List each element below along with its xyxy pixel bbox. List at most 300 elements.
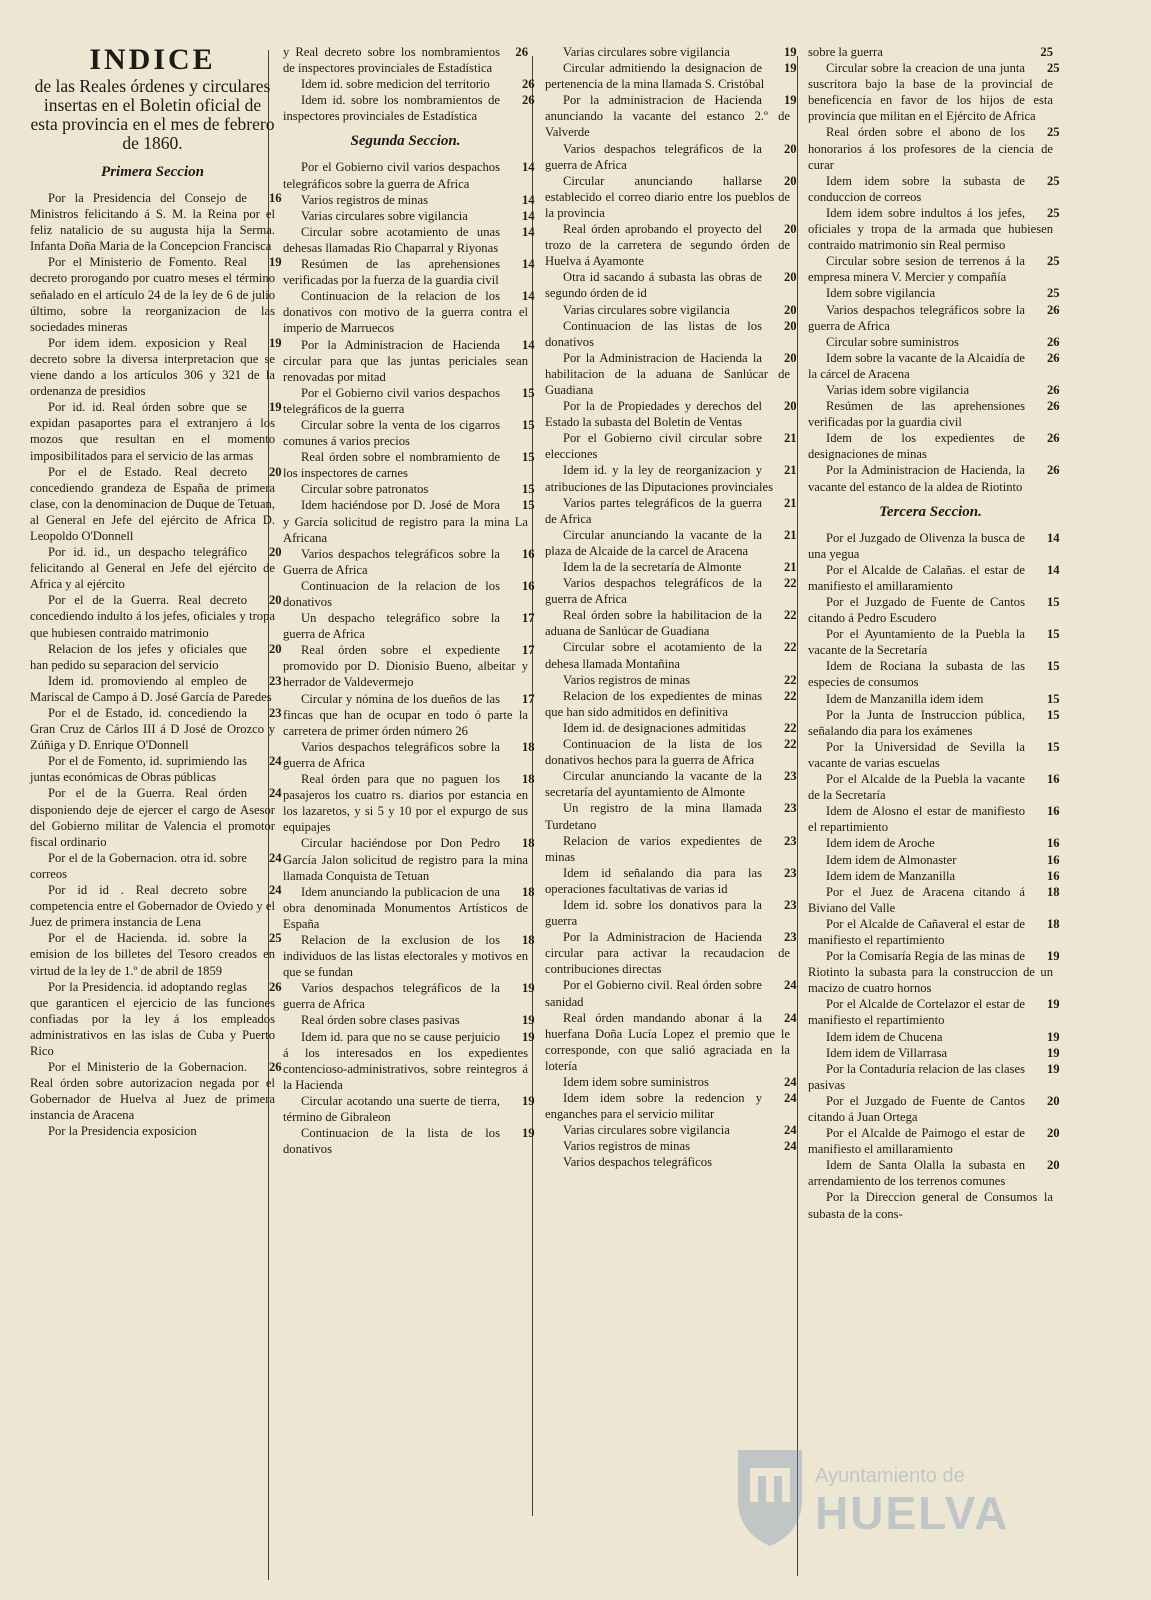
entry-text: Circular sobre el acotamiento de la dehesa llamada Montañina [545, 640, 762, 671]
entry-text: Real órden sobre la habilitacion de la aduana de Sanlúcar de Guadiana [545, 608, 762, 639]
index-entry [545, 1074, 797, 1090]
entry-list [30, 190, 282, 1140]
entry-text: Por el Alcalde de Calañas. el estar de manifiesto el amillaramiento [808, 562, 1025, 593]
page-number: 26 [1047, 399, 1060, 414]
index-entry [808, 398, 1060, 430]
page-number: 15 [1047, 691, 1060, 706]
index-entry [30, 641, 282, 673]
entry-text: Por el de la Guerra. Real decreto concediendo indulto á los jefes, oficiales y tropa que hubiesen contraido matrimonio [30, 593, 275, 640]
page-number: 15 [522, 450, 535, 465]
entry-text: Por la Direccion general de Consumos la subasta de la cons- [808, 1190, 1053, 1221]
page-number: 19 [784, 93, 797, 108]
entry-text: Idem idem de Chucena [826, 1029, 943, 1044]
index-entry [283, 208, 535, 224]
index-entry [808, 771, 1060, 803]
index-entry [808, 124, 1060, 172]
index-entry [808, 996, 1060, 1028]
entry-text: Por el de Fomento, id. suprimiendo las juntas económicas de Obras públicas [30, 754, 247, 785]
entry-text: Por la Administracion de Hacienda circular para que las juntas periciales sean renovadas por mitad [283, 337, 528, 384]
page-number: 26 [269, 1060, 282, 1075]
entry-text: Por la Presidencia del Consejo de Ministros felicitando á S. M. la Reina por el feliz natalicio de su augusta hija la Serma. Infanta Doña Maria de la Concepcion Francisca [30, 191, 275, 254]
entry-text: Por la Presidencia. id adoptando reglas que garanticen el ejercicio de las funciones confiadas por la ley á los empleados administrativos en las islas de Cuba y Puerto Rico [30, 979, 275, 1058]
section-heading-segunda: Segunda Seccion. [350, 133, 461, 150]
entry-text: Relacion de los expedientes de minas que han sido admitidos en definitiva [545, 688, 762, 719]
index-entry [545, 768, 797, 800]
page-number: 26 [1047, 382, 1060, 397]
page-number: 24 [269, 754, 282, 769]
entry-text: Idem de Manzanilla idem idem [826, 691, 984, 706]
page-number: 18 [522, 739, 535, 754]
page-number: 18 [522, 932, 535, 947]
index-entry [545, 977, 797, 1009]
index-entry [808, 691, 1060, 707]
page-number: 26 [1047, 350, 1060, 365]
entry-text: Idem idem de Aroche [826, 836, 935, 851]
index-entry [545, 44, 797, 60]
page-number: 22 [784, 688, 797, 703]
page-number: 23 [269, 673, 282, 688]
entry-text: Idem idem sobre la redencion y enganches para el servicio militar [545, 1091, 762, 1122]
index-entry [283, 739, 535, 771]
index-entry [545, 800, 797, 832]
entry-text: Idem idem de Almonaster [826, 852, 957, 867]
entry-text: Por el Gobierno civil varios despachos telegráficos de la guerra [283, 385, 500, 416]
page-number: 18 [1047, 884, 1060, 899]
index-entry [283, 642, 535, 690]
index-entry [545, 398, 797, 430]
page-number: 25 [269, 931, 282, 946]
entry-text: Idem id. sobre los donativos para la guerra [545, 897, 762, 929]
page-number: 14 [522, 192, 535, 207]
page-number: 15 [1047, 627, 1060, 642]
entry-text: Por la Administracion de Hacienda la habilitacion de la aduana de Sanlúcar de Guadiana [545, 350, 790, 397]
index-entry [545, 720, 797, 736]
page-number: 16 [269, 191, 282, 205]
page-number: 24 [269, 883, 282, 898]
entry-text: Por el Juzgado de Fuente de Cantos citando á Pedro Escudero [808, 595, 1025, 626]
city-shield-icon [730, 1440, 810, 1550]
index-entry [545, 430, 797, 462]
entry-text: Circular sobre sesion de terrenos á la empresa minera V. Mercier y compañía [808, 254, 1025, 285]
entry-text: Real órden sobre clases pasivas [301, 1013, 460, 1028]
index-entry [808, 302, 1060, 334]
entry-text: Idem idem sobre la subasta de conduccion de correos [808, 173, 1025, 204]
entry-text: Idem idem de Villarrasa [826, 1045, 948, 1060]
index-entry [545, 688, 797, 720]
entry-text: Varias idem sobre vigilancia [826, 382, 970, 397]
page-number: 20 [269, 545, 282, 560]
entry-text: Por el de Estado, id. concediendo la Gran Cruz de Cárlos III á D José de Orozco y Zúñiga y D. Enrique O'Donnell [30, 706, 275, 753]
entry-text: Varias circulares sobre vigilancia [563, 302, 730, 317]
index-entry [545, 1122, 797, 1138]
page-number: 19 [269, 400, 282, 415]
index-entry [808, 1189, 1053, 1221]
entry-text: Varios partes telegráficos de la guerra de Africa [545, 495, 762, 526]
page-number: 23 [784, 930, 797, 945]
index-entry [283, 610, 535, 642]
index-entry [545, 302, 797, 318]
entry-text: Por id. id., un despacho telegráfico felicitando al General en Jefe del ejército de Africa y al ejército [30, 545, 275, 592]
page-number: 15 [1047, 707, 1060, 722]
entry-text: Por el Ministerio de la Gobernacion. Real órden sobre autorizacion negada por el Gobernador de Huelva al Juez de primera instancia de Aracena [30, 1060, 275, 1123]
page-number: 19 [1047, 949, 1060, 964]
page-number: 24 [269, 850, 282, 865]
index-entry [808, 173, 1060, 205]
page-number: 15 [522, 385, 535, 400]
index-entry [545, 575, 797, 607]
index-entry [545, 173, 797, 221]
index-entry [808, 334, 1060, 350]
entry-text: y Real decreto sobre los nombramientos de inspectores provinciales de Estadística [283, 45, 500, 76]
page-number: 14 [522, 160, 535, 175]
entry-text: Por el Juzgado de Olivenza la busca de una yegua [808, 530, 1025, 561]
index-entry [808, 430, 1060, 462]
entry-text: Idem haciéndose por D. José de Mora y García solicitud de registro para la mina La Africana [283, 498, 528, 545]
index-entry [808, 594, 1060, 626]
page-number: 14 [522, 289, 535, 304]
page-number: 20 [784, 173, 797, 188]
page-number: 14 [1047, 530, 1060, 545]
index-entry [808, 707, 1060, 739]
index-entry [283, 884, 535, 932]
index-entry [283, 44, 528, 76]
index-entry [808, 44, 1053, 60]
page-number: 25 [1047, 254, 1060, 269]
entry-text: Circular sobre la venta de los cigarros comunes á varios precios [283, 417, 500, 449]
entry-text: Por idem idem. exposicion y Real decreto sobre la diversa interpretacion que se viene dando a los artículos 306 y 321 de la ordenanza de presidios [30, 335, 275, 399]
page-number: 19 [269, 255, 282, 270]
entry-text: Por la Administracion de Hacienda, la vacante del estanco de la aldea de Riotinto [808, 463, 1025, 494]
page-number: 19 [1047, 997, 1060, 1012]
column-3 [545, 44, 797, 1171]
entry-text: Por el Alcalde de Paimogo el estar de manifiesto el amillaramiento [808, 1126, 1025, 1157]
index-entry [808, 1157, 1060, 1189]
index-entry [808, 626, 1060, 658]
index-entry [30, 1123, 275, 1139]
entry-text: Por el Alcalde de Cortelazor el estar de manifiesto el repartimiento [808, 997, 1025, 1028]
page-number: 24 [784, 1010, 797, 1025]
entry-text: Relacion de varios expedientes de minas [545, 833, 762, 864]
entry-text: Idem id. y la ley de reorganizacion y atribuciones de las Diputaciones provinciales [545, 463, 774, 494]
page-number: 20 [269, 464, 282, 479]
page-number: 25 [1047, 61, 1060, 76]
page-number: 16 [1047, 804, 1060, 819]
entry-text: Real órden aprobando el proyecto del trozo de la carretera de segundo órden de Huelva á Ayamonte [545, 222, 790, 269]
page-number: 17 [522, 643, 535, 658]
index-entry [545, 318, 797, 350]
index-entry [545, 141, 797, 173]
page-number: 23 [269, 706, 282, 720]
index-entry [30, 785, 282, 849]
entry-text: Idem de Santa Olalla la subasta en arrendamiento de los terrenos comunes [808, 1158, 1025, 1189]
page-number: 19 [269, 335, 282, 350]
index-entry [808, 205, 1060, 253]
entry-text: Idem id. sobre los nombramientos de inspectores provinciales de Estadística [283, 93, 500, 124]
page-number: 19 [522, 1013, 535, 1028]
page-number: 16 [1047, 852, 1060, 867]
index-entry [808, 382, 1060, 398]
entry-text: Varios despachos telegráficos de la guerra de Africa [283, 981, 500, 1012]
column-4 [808, 44, 1060, 1222]
entry-text: Por el Ayuntamiento de la Puebla la vacante de la Secretaría [808, 627, 1025, 658]
entry-text: Continuacion de la relacion de los donativos [283, 578, 500, 609]
index-entry [808, 1061, 1060, 1093]
index-entry [808, 1029, 1060, 1045]
index-entry [808, 884, 1060, 916]
index-entry [30, 705, 282, 753]
page-number: 17 [522, 611, 535, 626]
page-number: 26 [1047, 431, 1060, 446]
page-number: 14 [522, 337, 535, 352]
entry-text: Relacion de los jefes y oficiales que han pedido su separacion del servicio [30, 641, 247, 672]
entry-text: Por la Administracion de Hacienda circular para activar la recaudacion de contribuciones directas [545, 930, 790, 977]
page-number: 23 [784, 897, 797, 912]
page-number: 14 [522, 224, 535, 239]
entry-text: Continuacion de la lista de los donativos [283, 1126, 500, 1157]
index-entry [30, 254, 282, 334]
entry-text: Real órden mandando abonar á la huerfana Doña Lucía Lopez el premio que le corresponde, con que salió agraciada en la lotería [545, 1010, 790, 1073]
index-title: INDICE [89, 43, 216, 76]
entry-text: Real órden sobre el expediente promovido por D. Dionisio Bueno, albeitar y herrador de Valdevermejo [283, 643, 528, 690]
entry-text: Circular sobre acotamiento de unas dehesas llamadas Rio Chaparral y Riyonas [283, 224, 500, 255]
page-number: 15 [1047, 739, 1060, 754]
page-number: 16 [1047, 836, 1060, 851]
page-number: 19 [1047, 1045, 1060, 1060]
entry-text: Por la Junta de Instruccion pública, señalando dia para los exámenes [808, 707, 1025, 738]
entry-text: Circular y nómina de los dueños de las fincas que han de ocupar en todo ó parte la carretera de primer órden número 26 [283, 691, 528, 738]
index-entry [30, 464, 282, 544]
index-entry [545, 221, 797, 269]
entry-text: Varias circulares sobre vigilancia [563, 1123, 730, 1138]
index-entry [283, 337, 535, 385]
entry-text: Por el Juzgado de Fuente de Cantos citando á Juan Ortega [808, 1093, 1025, 1124]
index-entry [808, 562, 1060, 594]
page-number: 21 [784, 431, 797, 446]
page-number: 23 [784, 769, 797, 784]
entry-text: Por el Alcalde de Cañaveral el estar de manifiesto el repartimiento [808, 916, 1025, 947]
page-number: 20 [1047, 1158, 1060, 1173]
entry-text: Resúmen de las aprehensiones verificadas por la guardia civil [808, 399, 1025, 430]
entry-text: Por la de Propiedades y derechos del Estado la subasta del Boletin de Ventas [545, 399, 762, 430]
index-entry [808, 1093, 1060, 1125]
index-entry [283, 771, 535, 835]
page-number: 24 [269, 786, 282, 801]
entry-text: Por el de la Gobernacion. otra id. sobre correos [30, 850, 247, 881]
entry-text: Por el Gobierno civil varios despachos telegráficos sobre la guerra de Africa [283, 160, 500, 191]
index-entry [545, 1138, 797, 1154]
entry-text: Varios despachos telegráficos sobre la guerra de Africa [808, 302, 1025, 333]
page-number: 15 [1047, 659, 1060, 674]
entry-text: Un registro de la mina llamada Turdetano [545, 801, 762, 832]
entry-text: sobre la guerra [808, 45, 883, 59]
index-entry [30, 850, 282, 882]
index-entry [283, 288, 535, 336]
page-number: 14 [522, 257, 535, 272]
entry-text: Varios despachos telegráficos de la guerra de Africa [545, 141, 762, 172]
index-entry [283, 1125, 535, 1157]
index-entry [808, 916, 1060, 948]
page-number: 26 [269, 979, 282, 994]
index-entry [283, 224, 535, 256]
index-entry [283, 449, 535, 481]
entry-text: Varios despachos telegráficos [563, 1155, 712, 1170]
index-entry [808, 60, 1060, 124]
page-number: 20 [784, 302, 797, 317]
index-entry [283, 192, 535, 208]
page-number: 18 [1047, 916, 1060, 931]
index-entry [545, 462, 797, 494]
index-entry [545, 92, 797, 140]
entry-list [283, 44, 535, 124]
entry-text: Por id. id. Real órden sobre que se expidan pasaportes para el extranjero á los mozos que resultan en el momento imposibilitados para el servicio de las armas [30, 400, 275, 463]
entry-list [545, 44, 797, 1171]
page-number: 22 [784, 672, 797, 687]
entry-text: Real órden para que no paguen los pasajeros los cuatro rs. diarios por estancia en los lazaretos, y si 5 y 10 por el expurgo de sus equipajes [283, 772, 528, 835]
index-entry [283, 835, 535, 883]
index-entry [30, 399, 282, 463]
page-number: 20 [784, 350, 797, 365]
index-entry [808, 285, 1060, 301]
entry-text: Idem id señalando dia para las operaciones facultativas de varias id [545, 865, 762, 896]
entry-text: Idem de Rociana la subasta de las especies de consumos [808, 659, 1025, 690]
index-entry [283, 497, 535, 545]
entry-text: Circular sobre la creacion de una junta suscritora bajo la base de la provincial de beneficencia en favor de los hijos de esta provincia que militan en el Ejército de Africa [808, 61, 1053, 124]
index-entry [283, 691, 535, 739]
page-number: 19 [522, 1126, 535, 1141]
page-number: 16 [1047, 868, 1060, 883]
page-number: 26 [1047, 463, 1060, 478]
index-entry [283, 256, 535, 288]
index-entry [30, 930, 282, 978]
page-number: 25 [1047, 125, 1060, 140]
index-entry [808, 658, 1060, 690]
entry-text: Por id id . Real decreto sobre competencia entre el Gobernador de Oviedo y el Juez de primera instancia de Lena [30, 883, 275, 930]
index-entry [30, 335, 282, 399]
entry-text: Idem la de la secretaría de Almonte [563, 560, 742, 574]
entry-list [808, 530, 1060, 1222]
page-number: 14 [522, 208, 535, 223]
entry-text: Varios despachos telegráficos sobre la guerra de Africa [283, 739, 500, 770]
index-entry [283, 1012, 535, 1028]
entry-text: Idem idem sobre suministros [563, 1075, 709, 1089]
archive-watermark [730, 1440, 1050, 1560]
entry-text: Varias circulares sobre vigilancia [301, 208, 468, 223]
page-number: 26 [515, 45, 528, 59]
page-number: 19 [522, 981, 535, 996]
entry-text: Idem sobre la vacante de la Alcaidía de la cárcel de Aracena [808, 350, 1025, 381]
index-entry [283, 578, 535, 610]
entry-text: Varios despachos telegráficos sobre la Guerra de Africa [283, 546, 500, 577]
entry-text: Por el Juez de Aracena citando á Biviano del Valle [808, 884, 1025, 915]
entry-text: Por la Contaduría relacion de las clases pasivas [808, 1061, 1025, 1092]
index-entry [545, 929, 797, 977]
index-entry [808, 1125, 1060, 1157]
entry-text: Idem id. para que no se cause perjuicio á los interesados en los expedientes contencioso-administrativos, sobre reintegros á la Hacienda [283, 1029, 528, 1092]
index-entry [30, 544, 282, 592]
index-entry [283, 92, 535, 124]
entry-text: Circular anunciando hallarse establecido el correo diario entre los pueblos de la provincia [545, 173, 790, 220]
entry-text: Varias circulares sobre vigilancia [563, 45, 730, 59]
page-number: 20 [784, 141, 797, 156]
entry-text: Idem id. de designaciones admitidas [563, 720, 746, 735]
index-entry [545, 833, 797, 865]
index-entry [808, 835, 1060, 851]
column-rule [797, 56, 798, 1576]
column-2 [283, 44, 535, 1157]
entry-text: Circular anunciando la vacante de la secretaría del ayuntamiento de Almonte [545, 769, 762, 800]
page-number: 21 [784, 495, 797, 510]
index-entry [30, 882, 282, 930]
index-entry [30, 753, 282, 785]
entry-text: Por el Gobierno civil circular sobre elecciones [545, 431, 762, 462]
entry-text: Circular anunciando la vacante de la plaza de Alcaide de la carcel de Aracena [545, 527, 762, 558]
entry-text: Por el de la Guerra. Real órden disponiendo deje de ejercer el cargo de Asesor del Gobierno militar de Valencia el promotor fiscal ordinario [30, 786, 275, 849]
page-number: 22 [784, 640, 797, 655]
page-number: 18 [522, 836, 535, 851]
entry-text: Idem id. sobre medicion del territorio [301, 77, 490, 92]
index-entry [283, 385, 535, 417]
page-number: 19 [1047, 1029, 1060, 1044]
watermark-text-top: Ayuntamiento de [815, 1465, 965, 1487]
page-number: 16 [522, 578, 535, 593]
index-entry [545, 1010, 797, 1074]
entry-text: Circular sobre patronatos [301, 482, 429, 497]
index-entry [30, 673, 282, 705]
page-number: 22 [784, 576, 797, 591]
entry-list [808, 44, 1060, 495]
entry-text: Circular haciéndose por Don Pedro García Jalon solicitud de registro para la mina llamada Conquista de Tetuan [283, 836, 528, 883]
page-number: 23 [784, 865, 797, 880]
page-number: 16 [522, 546, 535, 561]
page-number: 22 [784, 608, 797, 623]
index-entry [30, 190, 282, 254]
page-number: 19 [784, 45, 797, 59]
index-entry [545, 559, 797, 575]
entry-text: Otra id sacando á subasta las obras de segundo órden de id [545, 270, 762, 301]
index-entry [808, 852, 1060, 868]
entry-text: Por el Ministerio de Fomento. Real decreto prorogando por cuatro meses el término señalado en el artículo 24 de la ley de 6 de julio último, sobre la reorganizacion de las sociedades mineras [30, 255, 275, 334]
entry-text: Idem id. promoviendo al empleo de Mariscal de Campo á D. José García de Paredes [30, 673, 272, 704]
page-number: 25 [1047, 173, 1060, 188]
page-number: 25 [1047, 205, 1060, 220]
page-number: 24 [784, 1075, 797, 1089]
page-number: 22 [784, 720, 797, 735]
entry-text: Por el de Hacienda. id. sobre la emision de los billetes del Tesoro creados en virtud de la ley de 1.º de abril de 1859 [30, 931, 275, 978]
index-entry [283, 1029, 535, 1093]
page-number: 18 [522, 772, 535, 787]
entry-text: Varios registros de minas [563, 672, 690, 687]
index-entry [545, 495, 797, 527]
page-number: 21 [784, 560, 797, 574]
index-entry [283, 980, 535, 1012]
page-number: 17 [522, 691, 535, 706]
page-number: 23 [784, 801, 797, 816]
index-entry [808, 739, 1060, 771]
index-entry [545, 736, 797, 768]
entry-text: Circular admitiendo la designacion de pertenencia de la mina llamada S. Cristóbal [545, 61, 765, 92]
entry-text: Continuacion de la relacion de los donativos con motivo de la guerra contra el imperio de Marruecos [283, 289, 528, 336]
entry-text: Por la Presidencia exposicion [48, 1124, 197, 1139]
entry-text: Idem anunciando la publicacion de una obra denominada Monumentos Artísticos de España [283, 884, 528, 931]
index-entry [545, 897, 797, 929]
page-number: 20 [784, 318, 797, 333]
entry-text: Idem idem sobre indultos á los jefes, oficiales y tropa de la armada que hubiesen contraido matrimonio sin Real permiso [808, 205, 1053, 253]
entry-text: Idem de Alosno el estar de manifiesto el repartimiento [808, 804, 1025, 835]
entry-text: Resúmen de las aprehensiones verificadas por la fuerza de la guardia civil [283, 257, 500, 288]
index-entry [545, 1090, 797, 1122]
page-number: 24 [784, 1091, 797, 1106]
page-number: 26 [522, 93, 535, 108]
